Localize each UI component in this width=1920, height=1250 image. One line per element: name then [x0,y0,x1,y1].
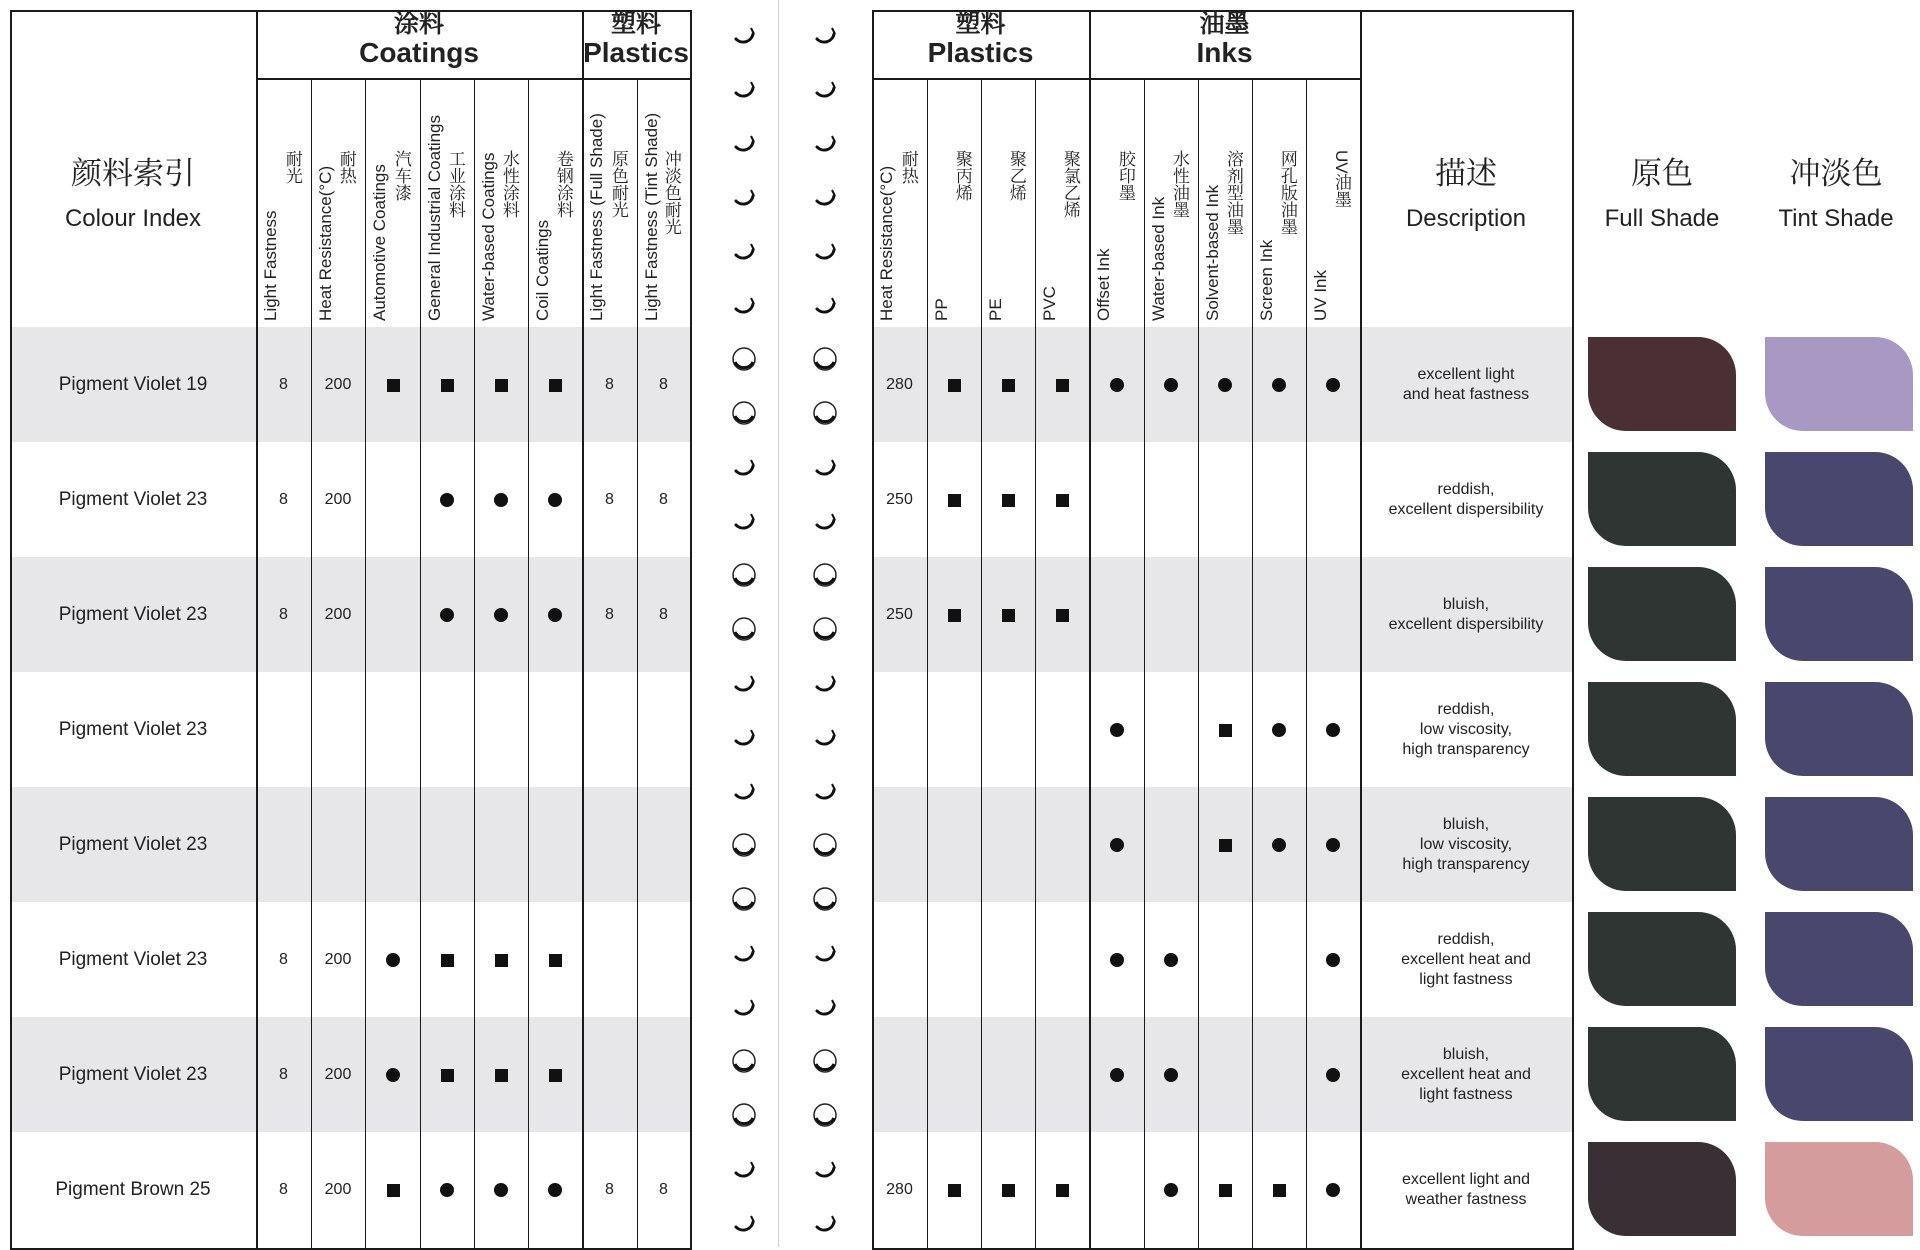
binding-ring-icon [731,22,757,48]
description-line: high transparency [1402,856,1530,873]
binding-ring-icon [812,832,838,858]
binding-ring-icon [812,1048,838,1074]
binding-ring-icon [812,1156,838,1182]
binding-ring-icon [731,346,757,372]
left-group-title [582,12,690,67]
dot-marker [440,493,454,507]
left-value-cell: 8 [605,376,614,393]
binding-ring-icon [731,994,757,1020]
right-column-header-zh: 水性油墨 [1169,150,1189,218]
left-value-cell: 8 [659,1181,668,1198]
dot-marker [1326,1183,1340,1197]
left-value-cell: 8 [279,606,288,623]
right-column-header-zh: 网孔版油墨 [1277,150,1297,235]
left-value-cell: 8 [605,606,614,623]
binding-ring-icon [812,670,838,696]
tint-shade-swatch [1765,912,1913,1006]
description-text [1360,930,1572,990]
right-col-divider [927,78,928,1250]
left-value-cell: 8 [279,1066,288,1083]
right-column-header-zh: 胶印墨 [1115,150,1135,201]
right-value-cell: 280 [886,1181,913,1198]
dot-marker [1326,1068,1340,1082]
square-marker [387,379,400,392]
square-marker [549,379,562,392]
binding-ring-icon [812,724,838,750]
dot-marker [1326,723,1340,737]
dot-marker [1326,953,1340,967]
binding-ring-icon [731,778,757,804]
left-value-cell: 8 [605,491,614,508]
full-shade-swatch [1588,912,1736,1006]
square-marker [1219,839,1232,852]
dot-marker [548,608,562,622]
dot-marker [494,608,508,622]
left-value-cell: 8 [279,951,288,968]
description-line: bluish, [1442,1046,1490,1063]
left-col-divider [420,78,421,327]
right-col-divider [1144,78,1145,1250]
square-marker [948,609,961,622]
left-value-cell: 8 [605,1181,614,1198]
description-text [1360,1170,1572,1210]
left-column-header-en: Coil Coatings [533,219,552,321]
dot-marker [1164,953,1178,967]
pigment-name: Pigment Violet 23 [58,949,208,970]
group-title-en: Inks [1196,37,1253,68]
left-column-header-en: Light Fastness (Full Shade) [587,113,606,321]
left-column-header-en: Heat Resistance(°C) [316,165,335,321]
dot-marker [386,1068,400,1082]
left-column-header-zh: 冲淡色耐光 [661,150,681,235]
full-shade-swatch [1588,797,1736,891]
dot-marker [1110,378,1124,392]
square-marker [495,954,508,967]
left-column-header-en: Water-based Coatings [479,152,498,321]
square-marker [1056,1184,1069,1197]
description-text [1360,365,1572,405]
binding-ring-icon [812,778,838,804]
right-col-divider [981,78,982,1250]
dot-marker [1164,1068,1178,1082]
dot-marker [548,1183,562,1197]
pigment-name: Pigment Violet 23 [58,1064,208,1085]
left-group-title [256,12,582,67]
group-title-zh: 塑料 [955,10,1006,38]
description-text [1360,595,1572,635]
description-text [1360,1045,1572,1105]
left-value-cell: 200 [324,491,352,508]
left-group-head-rule [256,78,690,80]
right-column-header-en: UV Ink [1311,269,1330,321]
pigment-name: Pigment Violet 23 [58,489,208,510]
binding-ring-icon [812,616,838,642]
tint-shade-swatch [1765,337,1913,431]
tint-shade-header-zh: 冲淡色 [1789,156,1883,191]
square-marker [1056,379,1069,392]
full-shade-swatch [1588,452,1736,546]
binding-ring-icon [812,238,838,264]
right-group-title [1089,12,1360,67]
dot-marker [1110,838,1124,852]
binding-ring-icon [812,400,838,426]
left-column-header-zh: 卷钢涂料 [553,150,573,218]
binding-ring-icon [731,670,757,696]
binding-ring-icon [731,1210,757,1236]
description-line: weather fastness [1405,1191,1527,1208]
square-marker [1273,1184,1286,1197]
full-shade-header-en: Full Shade [1604,205,1720,232]
square-marker [549,1069,562,1082]
square-marker [1002,379,1015,392]
square-marker [441,1069,454,1082]
left-value-cell: 8 [659,606,668,623]
binding-ring-icon [731,400,757,426]
square-marker [441,379,454,392]
group-title-en: Plastics [927,37,1034,68]
square-marker [948,494,961,507]
description-line: high transparency [1402,741,1530,758]
description-line: and heat fastness [1402,386,1530,403]
pigment-name: Pigment Violet 23 [58,719,208,740]
left-column-header-zh: 汽车漆 [391,150,411,201]
dot-marker [1272,378,1286,392]
left-value-cell: 8 [659,376,668,393]
right-column-header-zh: 聚氯乙烯 [1060,150,1080,218]
dot-marker [494,1183,508,1197]
full-shade-swatch [1588,1027,1736,1121]
left-column-header-en: Automotive Coatings [370,164,389,321]
left-col-divider-body [365,327,366,1250]
left-column-header-zh: 水性涂料 [499,150,519,218]
binding-ring-icon [812,562,838,588]
right-column-header-en: Screen Ink [1257,239,1276,321]
square-marker [1002,494,1015,507]
group-title-zh: 油墨 [1199,10,1250,38]
right-col-divider [1306,78,1307,1250]
binding-ring-icon [731,238,757,264]
left-column-header-zh: 工业涂料 [445,150,465,218]
full-shade-swatch [1588,1142,1736,1236]
description-text [1360,815,1572,875]
binding-ring-icon [812,292,838,318]
square-marker [948,1184,961,1197]
right-col-divider [1035,78,1036,1250]
colour-index-header-en: Colour Index [64,205,202,232]
binding-ring-icon [731,76,757,102]
group-title-en: Coatings [359,37,479,68]
square-marker [495,1069,508,1082]
left-value-cell: 8 [279,1181,288,1198]
description-text [1360,480,1572,520]
right-column-header-en: PP [932,298,951,321]
left-col-divider-body [637,327,638,1250]
dot-marker [1164,378,1178,392]
dot-marker [386,953,400,967]
left-value-cell: 200 [324,1181,352,1198]
square-marker [1002,1184,1015,1197]
pigment-name: Pigment Violet 23 [58,834,208,855]
binding-ring-icon [731,184,757,210]
left-col-divider-body [528,327,529,1250]
dot-marker [1272,838,1286,852]
dot-marker [548,493,562,507]
description-line: bluish, [1442,816,1490,833]
description-line: low viscosity, [1419,721,1513,738]
tint-shade-swatch [1765,682,1913,776]
square-marker [495,379,508,392]
left-value-cell: 200 [324,1066,352,1083]
binding-ring-icon [731,724,757,750]
right-value-cell: 280 [886,376,913,393]
tint-shade-swatch [1765,1027,1913,1121]
description-line: reddish, [1437,931,1495,948]
full-shade-swatch [1588,682,1736,776]
right-column-header-zh: UV油墨 [1331,150,1351,208]
description-header-zh: 描述 [1435,156,1497,191]
description-line: bluish, [1442,596,1490,613]
binding-fold [778,0,779,1247]
binding-ring-icon [731,1102,757,1128]
left-col-divider-body [474,327,475,1250]
right-column-header-en: PE [986,298,1005,321]
square-marker [1219,1184,1232,1197]
binding-ring-icon [812,1210,838,1236]
binding-ring-icon [812,886,838,912]
description-line: excellent light and [1401,1171,1531,1188]
left-column-header-zh: 耐光 [282,150,302,184]
group-title-zh: 涂料 [393,10,444,38]
dot-marker [1218,378,1232,392]
left-column-header-zh: 原色耐光 [608,150,628,218]
description-header-en: Description [1405,205,1527,232]
dot-marker [1110,1068,1124,1082]
binding-ring-icon [812,130,838,156]
description-line: excellent heat and [1401,951,1531,968]
binding-ring-icon [731,130,757,156]
binding-ring-icon [812,940,838,966]
left-value-cell: 8 [659,491,668,508]
dot-marker [1326,838,1340,852]
right-column-header-en: Heat Resistance(°C) [877,165,896,321]
binding-ring-icon [731,562,757,588]
right-group-title [872,12,1089,67]
pigment-name: Pigment Violet 23 [58,604,208,625]
right-column-header-zh: 耐热 [898,150,918,184]
dot-marker [440,608,454,622]
binding-ring-icon [731,454,757,480]
square-marker [441,954,454,967]
square-marker [1219,724,1232,737]
left-value-cell: 200 [324,606,352,623]
tint-shade-swatch [1765,567,1913,661]
description-line: low viscosity, [1419,836,1513,853]
binding-ring-icon [731,832,757,858]
right-col-divider [1252,78,1253,1250]
square-marker [387,1184,400,1197]
tint-shade-header-en: Tint Shade [1778,205,1894,232]
description-line: excellent light [1417,366,1515,383]
right-column-header-zh: 聚乙烯 [1006,150,1026,201]
description-line: light fastness [1419,1086,1513,1103]
left-col-divider [474,78,475,327]
left-value-cell: 8 [279,491,288,508]
right-group-head-rule [872,78,1360,80]
left-column-header-en: General Industrial Coatings [425,114,444,321]
binding-ring-icon [812,22,838,48]
square-marker [549,954,562,967]
dot-marker [1272,723,1286,737]
group-title-zh: 塑料 [610,10,661,38]
square-marker [1002,609,1015,622]
binding-ring-icon [812,1102,838,1128]
tint-shade-swatch [1765,1142,1913,1236]
group-title-en: Plastics [583,37,689,68]
right-column-header-en: Offset Ink [1094,248,1113,321]
pigment-name: Pigment Violet 19 [58,374,208,395]
left-value-cell: 8 [279,376,288,393]
right-value-cell: 250 [886,606,913,623]
binding-ring-icon [731,292,757,318]
right-column-header-zh: 溶剂型油墨 [1223,150,1243,235]
left-col-divider [637,78,638,327]
left-index-divider [256,10,258,1250]
left-column-header-en: Light Fastness [261,210,280,321]
left-column-header-en: Light Fastness (Tint Shade) [642,112,661,321]
binding-ring-icon [812,454,838,480]
colour-index-header-zh: 颜料索引 [71,156,195,191]
binding-ring-icon [731,886,757,912]
dot-marker [494,493,508,507]
pigment-name: Pigment Brown 25 [55,1179,211,1200]
left-col-divider [365,78,366,327]
square-marker [948,379,961,392]
dot-marker [1110,723,1124,737]
binding-ring-icon [731,1156,757,1182]
left-col-divider-body [420,327,421,1250]
binding-ring-icon [812,184,838,210]
left-value-cell: 200 [324,951,352,968]
left-col-divider [582,10,584,1250]
right-column-header-en: Solvent-based Ink [1203,184,1222,321]
tint-shade-swatch [1765,797,1913,891]
binding-ring-icon [731,940,757,966]
description-line: excellent dispersibility [1388,616,1544,633]
description-line: light fastness [1419,971,1513,988]
binding-ring-icon [812,994,838,1020]
description-line: reddish, [1437,701,1495,718]
right-col-divider [1198,78,1199,1250]
description-line: reddish, [1437,481,1495,498]
dot-marker [1326,378,1340,392]
dot-marker [440,1183,454,1197]
binding-ring-icon [731,616,757,642]
left-col-divider-body [311,327,312,1250]
right-column-header-zh: 聚丙烯 [952,150,972,201]
tint-shade-swatch [1765,452,1913,546]
square-marker [1056,609,1069,622]
right-group-divider [1089,10,1091,1250]
binding-ring-icon [812,346,838,372]
dot-marker [1164,1183,1178,1197]
right-value-cell: 250 [886,491,913,508]
description-line: excellent heat and [1401,1066,1531,1083]
binding-ring-icon [812,508,838,534]
description-text [1360,700,1572,760]
left-column-header-zh: 耐热 [336,150,356,184]
left-col-divider [528,78,529,327]
full-shade-swatch [1588,567,1736,661]
description-line: excellent dispersibility [1388,501,1544,518]
binding-ring-icon [812,76,838,102]
left-value-cell: 200 [324,376,352,393]
right-column-header-en: Water-based Ink [1149,196,1168,321]
full-shade-swatch [1588,337,1736,431]
binding-ring-icon [731,1048,757,1074]
left-col-divider [311,78,312,327]
right-column-header-en: PVC [1040,286,1059,321]
square-marker [1056,494,1069,507]
dot-marker [1110,953,1124,967]
full-shade-header-zh: 原色 [1631,156,1693,191]
binding-ring-icon [731,508,757,534]
